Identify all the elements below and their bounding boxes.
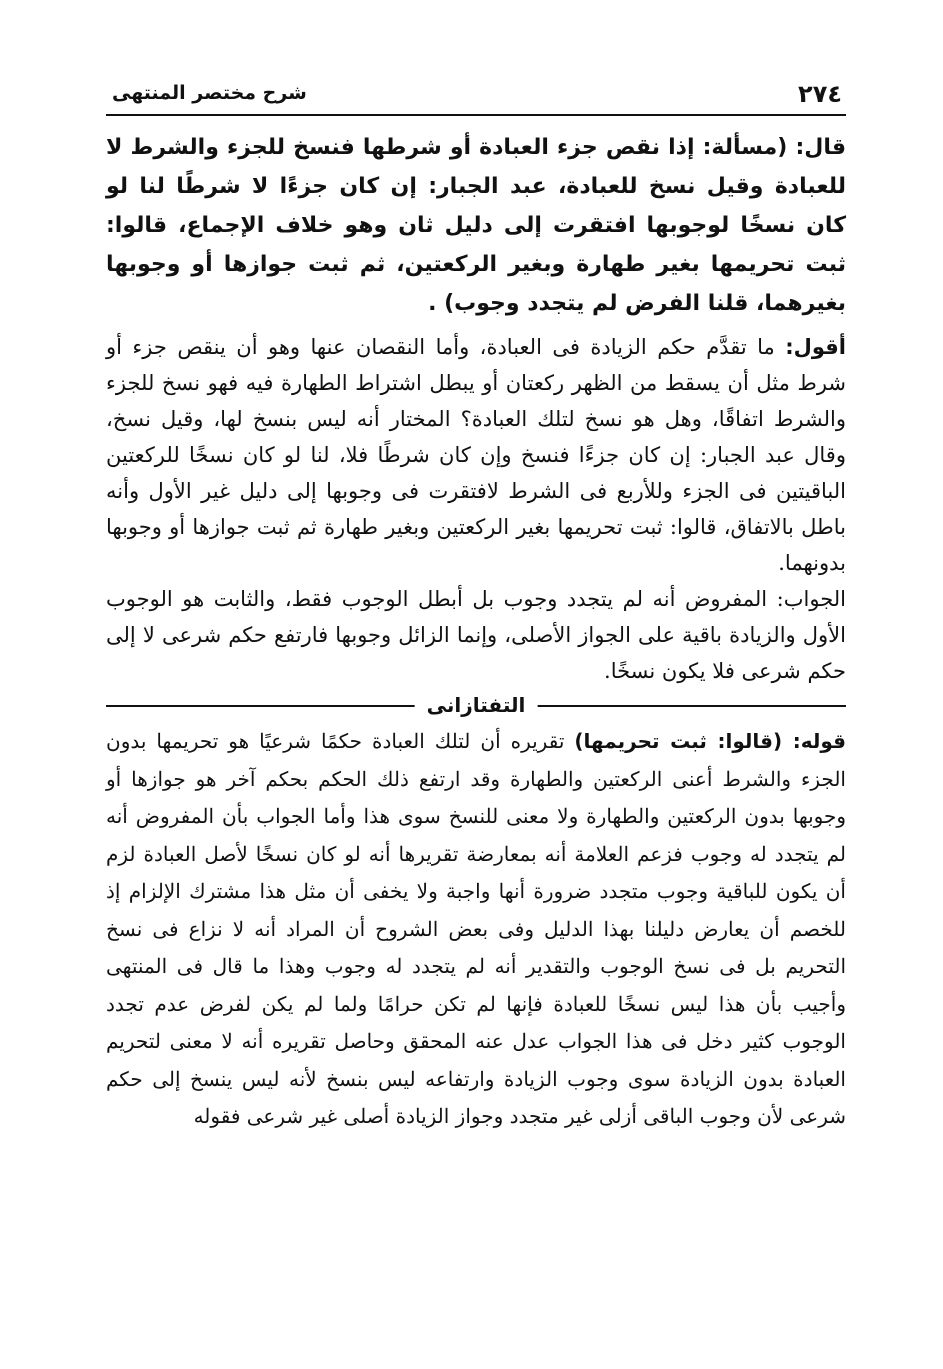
sharh-paragraph-2: الجواب: المفروض أنه لم يتجدد وجوب بل أبطل الوجوب فقط، والثابت هو الوجوب الأول والزيادة باقية على الجواز الأصلى، وإنما الزائل وجوبها فارتفع حكم شرعى لا إلى حكم شرعى فلا يكون نسخًا. [106,587,846,683]
divider-label: التفتازانى [415,691,538,719]
taftazani-lead: قوله: (قالوا: ثبت تحريمها) [574,729,846,753]
matn-text: قال: (مسألة: إذا نقص جزء العبادة أو شرطها فنسخ للجزء والشرط لا للعبادة وقيل نسخ للعبادة، عبد الجبار: إن كان جزءًا لا شرطًا لنا لو كان نسخًا لوجوبها افتقرت إلى دليل ثان وهو خلاف الإجماع، قالوا: ثبت تحريمها بغير طهارة وبغير الركعتين، ثم ثبت جوازها أو وجوبها بغيرهما، قلنا الفرض لم يتجدد وجوب) . [106,135,846,316]
sharh-paragraph-1 [106,329,846,581]
sharh-paragraph-1-text: ما تقدَّم حكم الزيادة فى العبادة، وأما النقصان عنها وهو أن ينقص جزء أو شرط مثل أن يسقط من الظهر ركعتان أو يبطل اشتراط الطهارة فيه فهو نسخ للجزء والشرط اتفاقًا، وهل هو نسخ لتلك العبادة؟ المختار أنه ليس بنسخ لها، وقيل نسخ، وقال عبد الجبار: إن كان جزءًا فنسخ وإن كان شرطًا فلا، لنا لو كان نسخًا للركعتين الباقيتين فى الجزء وللأربع فى الشرط لافتقرت فى وجوبها إلى دليل غير الأول وأنه باطل بالاتفاق، قالوا: ثبت تحريمها بغير الركعتين وبغير طهارة ثم ثبت جوازها أو وجوبها بدونهما. [106,335,846,575]
taftazani-text: تقريره أن لتلك العبادة حكمًا شرعيًا هو تحريمها بدون الجزء والشرط أعنى الركعتين والطهارة وقد ارتفع ذلك الحكم بحكم آخر هو جوازها أو وجوبها بدون الركعتين والطهارة ولا معنى للنسخ سوى هذا وأما الجواب بأن المفروض أنه لم يتجدد له وجوب فزعم العلامة أنه بمعارضة تقريرها أنه لو كان نسخًا لأصل العبادة لزم أن يكون للباقية وجوب متجدد ضرورة أنها واجبة ولا يخفى أن مثل هذا مشترك الإلزام إذ للخصم أن يعارض دليلنا بهذا الدليل وفى بعض الشروح أن المراد أنه لا نزاع فى نسخ التحريم بل فى نسخ الوجوب والتقدير أنه لم يتجدد له وجوب وهذا ما قال فى المنتهى وأجيب بأن هذا ليس نسخًا للعبادة فإنها لم تكن حرامًا ولما لم يكن لفرض عدم تجدد الوجوب كثير دخل فى هذا الجواب عدل عنه المحقق وحاصل تقريره أنه لا معنى لتحريم العبادة بدون الزيادة سوى وجوب الزيادة وارتفاعه ليس بنسخ لأنه ليس ينسخ إلى حكم شرعى لأن وجوب الباقى أزلى غير متجدد وجواز الزيادة أصلى غير شرعى فقوله [106,729,846,1128]
page-header [106,70,846,116]
sharh-section [106,329,846,689]
matn-section [106,128,846,323]
taftazani-paragraph [106,723,846,1136]
sharh-lead-word: أقول: [785,335,846,359]
taftazani-section [106,723,846,1136]
running-title: شرح مختصر المنتهى [112,82,307,104]
section-divider [106,691,846,719]
page-number: ٢٧٤ [798,80,842,108]
book-page [106,70,846,1136]
